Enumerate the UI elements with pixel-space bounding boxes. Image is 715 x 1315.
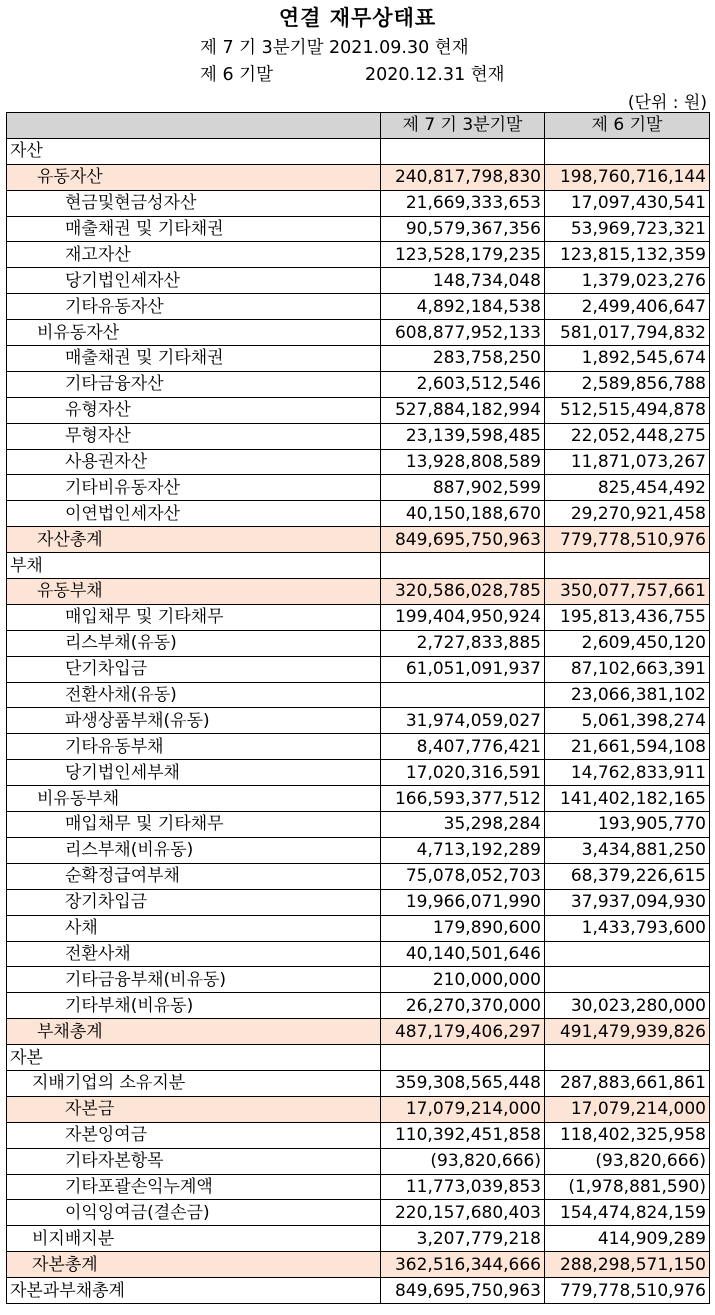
- current-period-value: 849,695,750,963: [381, 1278, 545, 1304]
- table-row: [7, 837, 710, 863]
- prior-period-value: 21,661,594,108: [545, 734, 710, 760]
- prior-period-value: 779,778,510,976: [545, 527, 710, 553]
- current-period-label: 제 7 기 3분기말 2021.09.30 현재: [200, 38, 469, 58]
- prior-period-value: 11,871,073,267: [545, 449, 710, 475]
- table-row: [7, 941, 710, 967]
- prior-period-date: 2020.12.31 현재: [365, 65, 505, 85]
- row-label: 이연법인세자산: [7, 501, 381, 527]
- prior-period-value: 195,813,436,755: [545, 604, 710, 630]
- table-row: [7, 579, 710, 605]
- prior-period-value: 2,499,406,647: [545, 294, 710, 320]
- current-period-value: 527,884,182,994: [381, 397, 545, 423]
- prior-period-value: 123,815,132,359: [545, 242, 710, 268]
- row-label: 기타부채(비유동): [7, 993, 381, 1019]
- table-row: [7, 1200, 710, 1226]
- prior-period-value: 23,066,381,102: [545, 682, 710, 708]
- table-row: [7, 734, 710, 760]
- prior-period-value: 512,515,494,878: [545, 397, 710, 423]
- prior-period-value: 414,909,289: [545, 1226, 710, 1252]
- current-period-value: 359,308,565,448: [381, 1070, 545, 1096]
- table-row: [7, 371, 710, 397]
- table-row: [7, 656, 710, 682]
- prior-period-value: 491,479,939,826: [545, 1019, 710, 1045]
- prior-period-value: 3,434,881,250: [545, 837, 710, 863]
- row-label: 유동자산: [7, 164, 381, 190]
- table-row: [7, 604, 710, 630]
- row-label: 자본총계: [7, 1252, 381, 1278]
- current-period-value: 2,603,512,546: [381, 371, 545, 397]
- table-row: [7, 423, 710, 449]
- unit-label: (단위 : 원): [627, 93, 707, 113]
- table-row: [7, 682, 710, 708]
- row-label: 비유동자산: [7, 320, 381, 346]
- balance-sheet-table: [6, 112, 710, 1304]
- table-row: [7, 863, 710, 889]
- prior-period-value: 5,061,398,274: [545, 708, 710, 734]
- row-label: 유동부채: [7, 579, 381, 605]
- row-label: 리스부채(비유동): [7, 837, 381, 863]
- current-period-value: 166,593,377,512: [381, 786, 545, 812]
- table-row: [7, 190, 710, 216]
- row-label: 기타금융자산: [7, 371, 381, 397]
- prior-period-value: 22,052,448,275: [545, 423, 710, 449]
- prior-period-value: 17,097,430,541: [545, 190, 710, 216]
- table-row: [7, 501, 710, 527]
- current-period-value: 19,966,071,990: [381, 889, 545, 915]
- row-label: 부채총계: [7, 1019, 381, 1045]
- current-period-value: 40,150,188,670: [381, 501, 545, 527]
- row-label: 부채: [7, 553, 381, 579]
- prior-period-value: 581,017,794,832: [545, 320, 710, 346]
- current-period-value: 4,713,192,289: [381, 837, 545, 863]
- row-label: 당기법인세부채: [7, 760, 381, 786]
- prior-period-value: 1,892,545,674: [545, 346, 710, 372]
- row-label: 유형자산: [7, 397, 381, 423]
- row-label: 자본과부채총계: [7, 1278, 381, 1304]
- table-row: [7, 812, 710, 838]
- row-label: 자산총계: [7, 527, 381, 553]
- table-row: [7, 268, 710, 294]
- table-row: [7, 138, 710, 164]
- table-header-row: [7, 113, 710, 139]
- row-label: 비지배지분: [7, 1226, 381, 1252]
- row-label: 기타포괄손익누계액: [7, 1174, 381, 1200]
- current-period-value: 90,579,367,356: [381, 216, 545, 242]
- header-item: [7, 113, 381, 139]
- current-period-value: 283,758,250: [381, 346, 545, 372]
- table-row: [7, 1122, 710, 1148]
- current-period-value: 123,528,179,235: [381, 242, 545, 268]
- table-row: [7, 1148, 710, 1174]
- table-row: [7, 294, 710, 320]
- prior-period-value: 17,079,214,000: [545, 1096, 710, 1122]
- current-period-value: 11,773,039,853: [381, 1174, 545, 1200]
- table-row: [7, 397, 710, 423]
- table-row: [7, 527, 710, 553]
- current-period-value: 220,157,680,403: [381, 1200, 545, 1226]
- current-period-value: [381, 553, 545, 579]
- prior-period-value: 30,023,280,000: [545, 993, 710, 1019]
- prior-period-value: 350,077,757,661: [545, 579, 710, 605]
- current-period-value: 148,734,048: [381, 268, 545, 294]
- row-label: 전환사채: [7, 941, 381, 967]
- current-period-value: 3,207,779,218: [381, 1226, 545, 1252]
- table-row: [7, 1070, 710, 1096]
- table-body: [7, 138, 710, 1303]
- prior-period-value: 53,969,723,321: [545, 216, 710, 242]
- prior-period-value: 288,298,571,150: [545, 1252, 710, 1278]
- table-row: [7, 630, 710, 656]
- current-period-value: 362,516,344,666: [381, 1252, 545, 1278]
- current-period-value: 21,669,333,653: [381, 190, 545, 216]
- row-label: 매출채권 및 기타채권: [7, 346, 381, 372]
- current-period-value: 4,892,184,538: [381, 294, 545, 320]
- table-row: [7, 967, 710, 993]
- current-period-value: 31,974,059,027: [381, 708, 545, 734]
- table-row: [7, 993, 710, 1019]
- current-period-value: 40,140,501,646: [381, 941, 545, 967]
- row-label: 기타비유동자산: [7, 475, 381, 501]
- row-label: 자산: [7, 138, 381, 164]
- prior-period-value: 193,905,770: [545, 812, 710, 838]
- prior-period-value: 779,778,510,976: [545, 1278, 710, 1304]
- prior-period-value: 68,379,226,615: [545, 863, 710, 889]
- table-row: [7, 1226, 710, 1252]
- table-row: [7, 760, 710, 786]
- prior-period-value: 2,589,856,788: [545, 371, 710, 397]
- current-period-value: 17,020,316,591: [381, 760, 545, 786]
- current-period-value: 75,078,052,703: [381, 863, 545, 889]
- prior-period-value: 198,760,716,144: [545, 164, 710, 190]
- current-period-value: 13,928,808,589: [381, 449, 545, 475]
- current-period-value: 179,890,600: [381, 915, 545, 941]
- row-label: 자본잉여금: [7, 1122, 381, 1148]
- current-period-value: 487,179,406,297: [381, 1019, 545, 1045]
- current-period-value: 199,404,950,924: [381, 604, 545, 630]
- current-period-value: 23,139,598,485: [381, 423, 545, 449]
- statement-header: [0, 0, 715, 112]
- row-label: 비유동부채: [7, 786, 381, 812]
- prior-period-value: 287,883,661,861: [545, 1070, 710, 1096]
- current-period-value: 35,298,284: [381, 812, 545, 838]
- prior-period-value: [545, 553, 710, 579]
- current-period-value: (93,820,666): [381, 1148, 545, 1174]
- table-row: [7, 1019, 710, 1045]
- prior-period-value: [545, 967, 710, 993]
- current-period-value: 210,000,000: [381, 967, 545, 993]
- row-label: 당기법인세자산: [7, 268, 381, 294]
- row-label: 재고자산: [7, 242, 381, 268]
- current-period-value: 849,695,750,963: [381, 527, 545, 553]
- row-label: 파생상품부채(유동): [7, 708, 381, 734]
- table-row: [7, 1045, 710, 1071]
- row-label: 기타금융부채(비유동): [7, 967, 381, 993]
- current-period-value: 26,270,370,000: [381, 993, 545, 1019]
- prior-period-value: 37,937,094,930: [545, 889, 710, 915]
- prior-period-value: (1,978,881,590): [545, 1174, 710, 1200]
- row-label: 사채: [7, 915, 381, 941]
- prior-period-value: 1,433,793,600: [545, 915, 710, 941]
- prior-period-value: 141,402,182,165: [545, 786, 710, 812]
- current-period-value: 2,727,833,885: [381, 630, 545, 656]
- header-current-period: 제 7 기 3분기말: [381, 113, 545, 139]
- row-label: 전환사채(유동): [7, 682, 381, 708]
- current-period-value: 608,877,952,133: [381, 320, 545, 346]
- prior-period-value: [545, 1045, 710, 1071]
- table-row: [7, 449, 710, 475]
- current-period-value: 110,392,451,858: [381, 1122, 545, 1148]
- prior-period-label: 제 6 기말: [200, 65, 273, 85]
- table-row: [7, 216, 710, 242]
- prior-period-value: 87,102,663,391: [545, 656, 710, 682]
- current-period-value: 887,902,599: [381, 475, 545, 501]
- prior-period-value: [545, 138, 710, 164]
- row-label: 기타유동자산: [7, 294, 381, 320]
- current-period-value: 8,407,776,421: [381, 734, 545, 760]
- prior-period-value: 14,762,833,911: [545, 760, 710, 786]
- row-label: 순확정급여부채: [7, 863, 381, 889]
- header-prior-period: 제 6 기말: [545, 113, 710, 139]
- table-row: [7, 1278, 710, 1304]
- row-label: 매입채무 및 기타채무: [7, 812, 381, 838]
- table-row: [7, 553, 710, 579]
- current-period-value: 240,817,798,830: [381, 164, 545, 190]
- table-row: [7, 242, 710, 268]
- statement-title: 연결 재무상태표: [278, 6, 437, 30]
- row-label: 단기차입금: [7, 656, 381, 682]
- row-label: 지배기업의 소유지분: [7, 1070, 381, 1096]
- row-label: 기타자본항목: [7, 1148, 381, 1174]
- table-row: [7, 786, 710, 812]
- table-row: [7, 1252, 710, 1278]
- prior-period-value: 154,474,824,159: [545, 1200, 710, 1226]
- row-label: 사용권자산: [7, 449, 381, 475]
- row-label: 자본: [7, 1045, 381, 1071]
- prior-period-value: 29,270,921,458: [545, 501, 710, 527]
- prior-period-value: 118,402,325,958: [545, 1122, 710, 1148]
- table-row: [7, 475, 710, 501]
- row-label: 매출채권 및 기타채권: [7, 216, 381, 242]
- current-period-value: 17,079,214,000: [381, 1096, 545, 1122]
- row-label: 이익잉여금(결손금): [7, 1200, 381, 1226]
- row-label: 기타유동부채: [7, 734, 381, 760]
- row-label: 현금및현금성자산: [7, 190, 381, 216]
- prior-period-value: (93,820,666): [545, 1148, 710, 1174]
- current-period-value: 320,586,028,785: [381, 579, 545, 605]
- table-row: [7, 346, 710, 372]
- prior-period-value: 825,454,492: [545, 475, 710, 501]
- prior-period-value: 2,609,450,120: [545, 630, 710, 656]
- row-label: 장기차입금: [7, 889, 381, 915]
- table-row: [7, 320, 710, 346]
- current-period-value: [381, 1045, 545, 1071]
- prior-period-value: 1,379,023,276: [545, 268, 710, 294]
- table-row: [7, 915, 710, 941]
- table-row: [7, 708, 710, 734]
- prior-period-value: [545, 941, 710, 967]
- current-period-value: [381, 138, 545, 164]
- row-label: 리스부채(유동): [7, 630, 381, 656]
- table-row: [7, 889, 710, 915]
- table-row: [7, 164, 710, 190]
- current-period-value: 61,051,091,937: [381, 656, 545, 682]
- table-row: [7, 1096, 710, 1122]
- row-label: 무형자산: [7, 423, 381, 449]
- row-label: 매입채무 및 기타채무: [7, 604, 381, 630]
- table-row: [7, 1174, 710, 1200]
- current-period-value: [381, 682, 545, 708]
- row-label: 자본금: [7, 1096, 381, 1122]
